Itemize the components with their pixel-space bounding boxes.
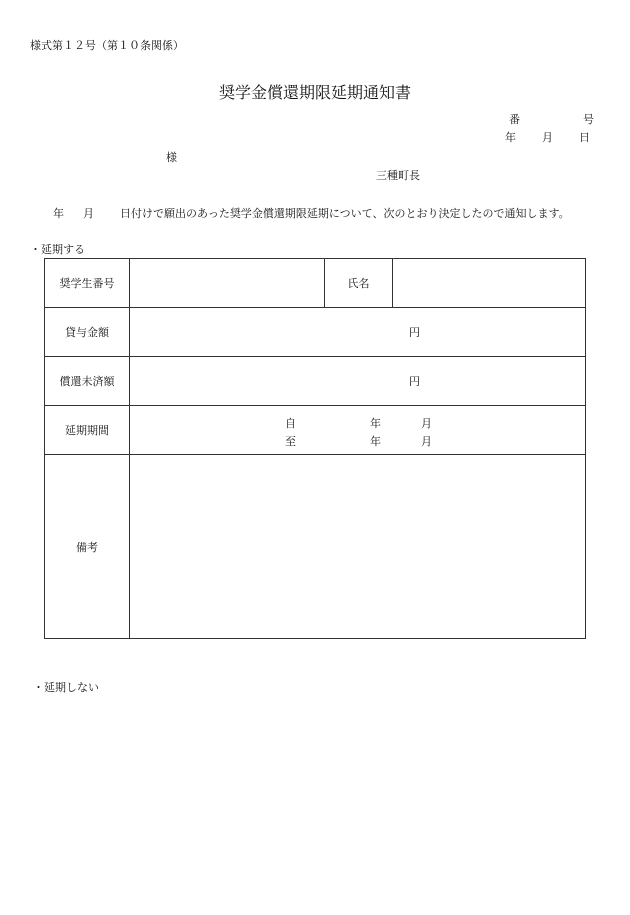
student-number-label: 奨学生番号 xyxy=(45,259,130,308)
student-number-field[interactable] xyxy=(130,259,325,308)
period-from-year: 年 xyxy=(370,417,381,430)
period-to-month: 月 xyxy=(421,435,432,448)
body-year: 年 xyxy=(53,207,64,220)
unpaid-amount-field[interactable] xyxy=(130,357,586,406)
body-text: 日付けで願出のあった奨学金償還期限延期について、次のとおり決定したので通知します。 xyxy=(120,207,570,220)
yen-unit: 円 xyxy=(409,326,420,339)
period-label: 延期期間 xyxy=(45,406,130,455)
date-year: 年 xyxy=(505,131,516,144)
loan-amount-label: 貸与金額 xyxy=(45,308,130,357)
period-to-year: 年 xyxy=(370,435,381,448)
loan-amount-field[interactable] xyxy=(130,308,586,357)
remarks-label: 備考 xyxy=(45,455,130,639)
period-to: 至 xyxy=(285,435,296,448)
remarks-field[interactable] xyxy=(130,455,586,639)
yen-unit: 円 xyxy=(409,375,420,388)
period-field[interactable] xyxy=(130,406,586,455)
document-title: 奨学金償還期限延期通知書 xyxy=(218,83,411,102)
form-number-label: 様式第１２号（第１０条関係） xyxy=(30,39,184,52)
section-not-extend-label: ・延期しない xyxy=(33,681,99,694)
table-row xyxy=(45,357,586,406)
period-from-month: 月 xyxy=(421,417,432,430)
issuer-name: 三種町長 xyxy=(376,169,420,182)
period-from: 自 xyxy=(285,417,296,430)
recipient-suffix: 様 xyxy=(166,151,177,164)
number-go: 号 xyxy=(583,113,594,126)
table-row xyxy=(45,308,586,357)
unpaid-amount-label: 償還未済額 xyxy=(45,357,130,406)
number-ban: 番 xyxy=(509,113,520,126)
date-month: 月 xyxy=(542,131,553,144)
name-field[interactable] xyxy=(393,259,586,308)
name-label: 氏名 xyxy=(325,259,393,308)
date-day: 日 xyxy=(579,131,590,144)
table-row xyxy=(45,406,586,455)
extension-table xyxy=(44,258,586,639)
body-month: 月 xyxy=(83,207,94,220)
table-row xyxy=(45,259,586,308)
table-row xyxy=(45,455,586,639)
section-extend-label: ・延期する xyxy=(30,243,85,256)
